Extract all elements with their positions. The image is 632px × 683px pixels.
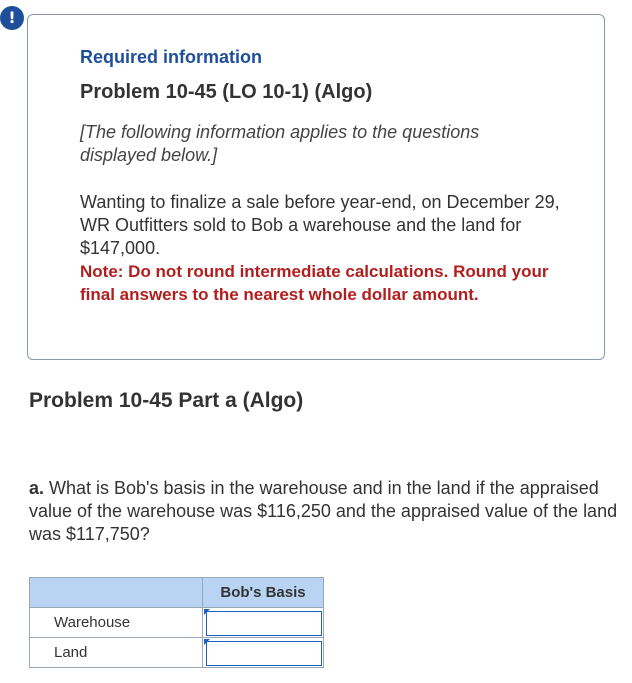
cell-marker-icon: [204, 609, 210, 615]
row-label-warehouse: Warehouse: [30, 608, 203, 638]
applies-note: [The following information applies to the questions displayed below.]: [80, 122, 480, 165]
header-blank-cell: [30, 578, 203, 608]
warehouse-basis-input[interactable]: [206, 611, 322, 636]
header-bobs-basis: Bob's Basis: [203, 578, 324, 608]
question-body: What is Bob's basis in the warehouse and in the land if the appraised value of the warehouse was $116,250 and the appraised value of the land was $117,750?: [29, 478, 618, 544]
table-row-land: [30, 638, 324, 668]
row-label-land: Land: [30, 638, 203, 668]
land-basis-input[interactable]: [206, 641, 322, 666]
required-information-heading: Required information: [80, 47, 263, 67]
problem-title: Problem 10-45 (LO 10-1) (Algo): [80, 81, 373, 103]
scenario-text: Wanting to finalize a sale before year-end, on December 29, WR Outfitters sold to Bob a warehouse and the land for $147,000.: [80, 192, 560, 258]
question-text: [29, 477, 625, 546]
cell-marker-icon: [204, 639, 210, 645]
question-prefix: a.: [29, 478, 45, 498]
rounding-note: Note: Do not round intermediate calculations. Round your final answers to the nearest whole dollar amount.: [80, 262, 549, 304]
alert-icon: !: [0, 6, 24, 30]
table-row-warehouse: [30, 608, 324, 638]
table-header-row: [30, 578, 324, 608]
part-title: Problem 10-45 Part a (Algo): [29, 389, 304, 412]
basis-table: [29, 577, 324, 668]
warehouse-basis-cell: [203, 608, 324, 638]
land-basis-cell: [203, 638, 324, 668]
